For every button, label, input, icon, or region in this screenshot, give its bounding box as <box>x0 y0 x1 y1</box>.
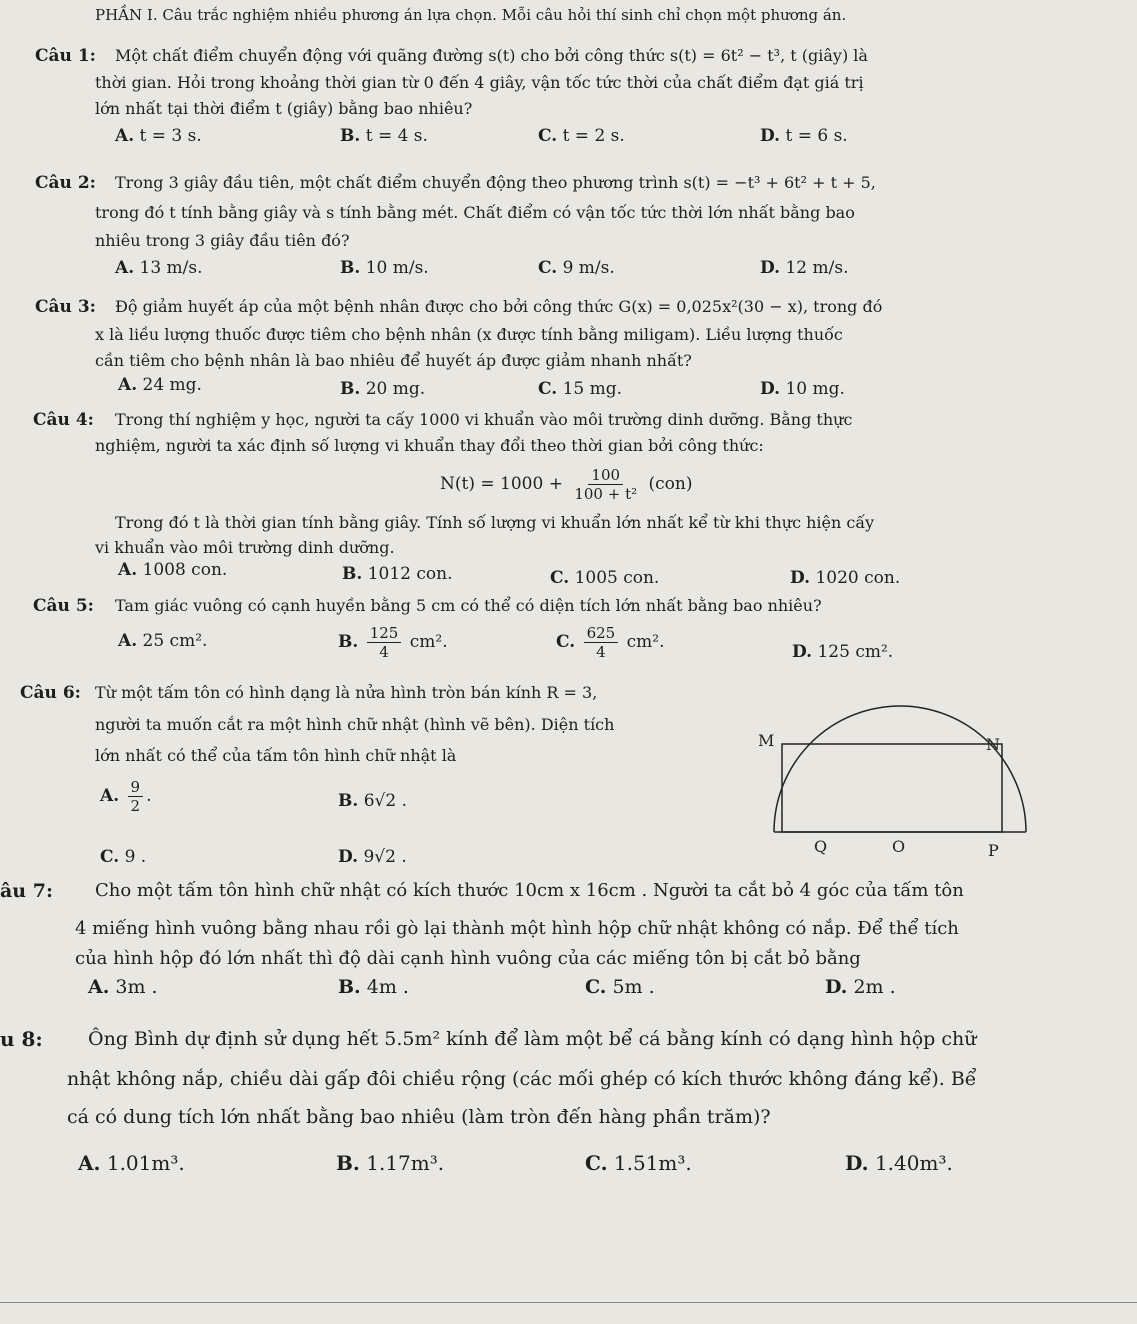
question-6-line-1: Từ một tấm tôn có hình dạng là nửa hình tròn bán kính R = 3, <box>95 683 598 702</box>
question-5-label: Câu 5: <box>33 596 94 616</box>
q1-option-a[interactable]: A. t = 3 s. <box>115 126 202 146</box>
question-1-label: Câu 1: <box>35 46 96 66</box>
q3-option-c[interactable]: C. 15 mg. <box>538 379 623 399</box>
question-7-line-2: 4 miếng hình vuông bằng nhau rồi gò lại thành một hình hộp chữ nhật không có nắp. Để thể tích <box>75 918 959 939</box>
q8-option-c[interactable]: C. 1.51m³. <box>585 1151 692 1175</box>
q2-option-d[interactable]: D. 12 m/s. <box>760 258 849 278</box>
label-m: M <box>758 731 775 750</box>
question-4-line-1: Trong thí nghiệm y học, người ta cấy 1000 vi khuẩn vào môi trường dinh dưỡng. Bằng thực <box>115 410 853 429</box>
question-2-label: Câu 2: <box>35 173 96 193</box>
q6-option-d[interactable]: D. 9√2 . <box>338 847 407 867</box>
q4-option-a[interactable]: A. 1008 con. <box>118 560 228 580</box>
q4-option-d[interactable]: D. 1020 con. <box>790 568 901 588</box>
question-8-line-1: Ông Bình dự định sử dụng hết 5.5m² kính để làm một bể cá bằng kính có dạng hình hộp chữ <box>88 1028 977 1050</box>
question-8-line-2: nhật không nắp, chiều dài gấp đôi chiều rộng (các mối ghép có kích thước không đáng kể). Bể <box>67 1068 977 1090</box>
question-6-line-2: người ta muốn cắt ra một hình chữ nhật (hình vẽ bên). Diện tích <box>95 715 615 734</box>
semicircle-rectangle-figure <box>752 700 1052 860</box>
q1-option-b[interactable]: B. t = 4 s. <box>340 126 428 146</box>
question-7-line-1: Cho một tấm tôn hình chữ nhật có kích thước 10cm x 16cm . Người ta cắt bỏ 4 góc của tấm tôn <box>95 880 964 901</box>
q5-option-b[interactable]: B. $\frac{125}{4}$ cm². <box>338 624 448 661</box>
question-3-line-1: Độ giảm huyết áp của một bệnh nhân được cho bởi công thức G(x) = 0,025x²(30 − x), trong đó <box>115 297 883 316</box>
q6-option-b[interactable]: B. 6√2 . <box>338 791 407 811</box>
question-6-label: Câu 6: <box>20 683 81 703</box>
question-3-line-3: cần tiêm cho bệnh nhân là bao nhiêu để huyết áp được giảm nhanh nhất? <box>95 351 692 370</box>
q4-option-b[interactable]: B. 1012 con. <box>342 564 453 584</box>
label-n: N <box>986 735 1000 754</box>
question-4-label: Câu 4: <box>33 410 94 430</box>
q7-option-a[interactable]: A. 3m . <box>88 976 158 998</box>
q4-option-c[interactable]: C. 1005 con. <box>550 568 660 588</box>
question-4-line-2: nghiệm, người ta xác định số lượng vi khuẩn thay đổi theo thời gian bởi công thức: <box>95 436 764 455</box>
question-1-line-1: Một chất điểm chuyển động với quãng đường s(t) cho bởi công thức s(t) = 6t² − t³, t (giây) là <box>115 46 868 65</box>
question-4-line-4: vi khuẩn vào môi trường dinh dưỡng. <box>95 538 395 557</box>
question-1-line-3: lớn nhất tại thời điểm t (giây) bằng bao nhiêu? <box>95 99 473 118</box>
question-2-line-2: trong đó t tính bằng giây và s tính bằng mét. Chất điểm có vận tốc tức thời lớn nhất bằng bao <box>95 203 855 222</box>
q1-option-c[interactable]: C. t = 2 s. <box>538 126 625 146</box>
q1-option-d[interactable]: D. t = 6 s. <box>760 126 848 146</box>
q8-option-d[interactable]: D. 1.40m³. <box>845 1151 953 1175</box>
q5-option-d[interactable]: D. 125 cm². <box>792 642 894 662</box>
q8-option-a[interactable]: A. 1.01m³. <box>78 1151 185 1175</box>
question-7-label: âu 7: <box>0 880 53 902</box>
q6-option-c[interactable]: C. 9 . <box>100 847 147 867</box>
q6-option-a[interactable]: A. $\frac{9}{2}$ . <box>100 778 152 815</box>
bottom-divider <box>0 1302 1137 1303</box>
label-q: Q <box>814 837 828 856</box>
label-o: O <box>892 837 906 856</box>
q2-option-c[interactable]: C. 9 m/s. <box>538 258 615 278</box>
question-4-line-3: Trong đó t là thời gian tính bằng giây. Tính số lượng vi khuẩn lớn nhất kể từ khi thực hiện cấy <box>115 513 875 532</box>
question-8-label: u 8: <box>0 1027 43 1051</box>
question-5-line-1: Tam giác vuông có cạnh huyền bằng 5 cm có thể có diện tích lớn nhất bằng bao nhiêu? <box>115 596 822 615</box>
q3-option-b[interactable]: B. 20 mg. <box>340 379 426 399</box>
q8-option-b[interactable]: B. 1.17m³. <box>336 1151 445 1175</box>
inscribed-rectangle <box>782 744 1002 832</box>
label-p: P <box>988 841 999 860</box>
q5-option-a[interactable]: A. 25 cm². <box>118 631 208 651</box>
question-4-formula: N(t) = 1000 + $\frac{100}{\text{100 + t²}}$ (con) <box>440 466 693 503</box>
q3-option-a[interactable]: A. 24 mg. <box>118 375 202 395</box>
question-2-line-1: Trong 3 giây đầu tiên, một chất điểm chuyển động theo phương trình s(t) = −t³ + 6t² + t + 5, <box>115 173 876 192</box>
q2-option-b[interactable]: B. 10 m/s. <box>340 258 429 278</box>
q7-option-b[interactable]: B. 4m . <box>338 976 409 998</box>
question-2-line-3: nhiêu trong 3 giây đầu tiên đó? <box>95 231 350 250</box>
question-3-line-2: x là liều lượng thuốc được tiêm cho bệnh nhân (x được tính bằng miligam). Liều lượng thuốc <box>95 325 843 344</box>
q3-option-d[interactable]: D. 10 mg. <box>760 379 845 399</box>
q7-option-d[interactable]: D. 2m . <box>825 976 896 998</box>
question-3-label: Câu 3: <box>35 297 96 317</box>
question-6-line-3: lớn nhất có thể của tấm tôn hình chữ nhật là <box>95 746 457 765</box>
question-1-line-2: thời gian. Hỏi trong khoảng thời gian từ 0 đến 4 giây, vận tốc tức thời của chất điểm đạt giá trị <box>95 73 864 92</box>
question-7-line-3: của hình hộp đó lớn nhất thì độ dài cạnh hình vuông của các miếng tôn bị cắt bỏ bằng <box>75 948 861 969</box>
section-header: PHẦN I. Câu trắc nghiệm nhiều phương án lựa chọn. Mỗi câu hỏi thí sinh chỉ chọn một phương án. <box>95 6 847 24</box>
q2-option-a[interactable]: A. 13 m/s. <box>115 258 203 278</box>
q5-option-c[interactable]: C. $\frac{625}{4}$ cm². <box>556 624 665 661</box>
q7-option-c[interactable]: C. 5m . <box>585 976 655 998</box>
semicircle-arc <box>774 706 1026 832</box>
question-8-line-3: cá có dung tích lớn nhất bằng bao nhiêu (làm tròn đến hàng phần trăm)? <box>67 1106 771 1128</box>
